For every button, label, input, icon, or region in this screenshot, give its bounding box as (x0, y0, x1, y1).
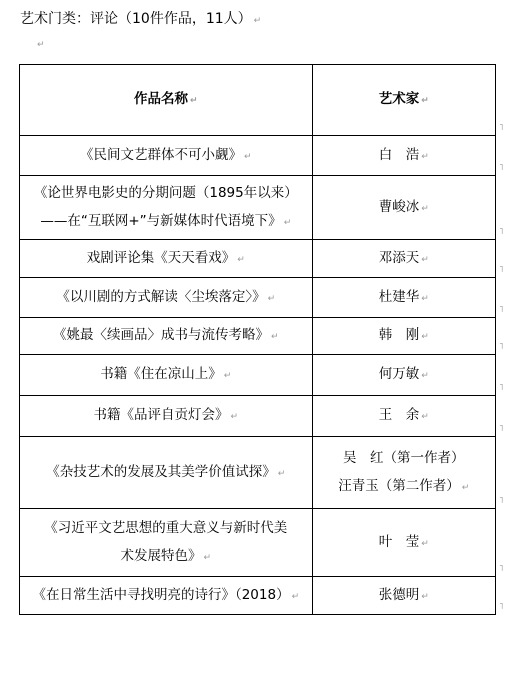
cell-text: 《杂技艺术的发展及其美学价值试探》 ↵ (46, 463, 286, 480)
paragraph-mark-icon: ↵ (421, 538, 429, 549)
paragraph-mark-icon: ↵ (421, 332, 429, 342)
section-heading: 艺术门类：评论（10件作品，11人） ↵ (20, 11, 262, 27)
table-row (20, 437, 496, 509)
table-row (20, 318, 496, 355)
work-name-cell (20, 577, 313, 615)
cell-text: 张德明 ↵ (378, 586, 429, 603)
paragraph-mark-icon: ↵ (421, 151, 429, 162)
cell-text: 汪青玉（第二作者） ↵ (338, 477, 470, 494)
cell-text: 戏剧评论集《天天看戏》 ↵ (86, 249, 245, 266)
cell-text: 曹峻冰 ↵ (378, 198, 429, 215)
cell-text: 邓添天 ↵ (378, 249, 429, 266)
artist-cell (312, 240, 495, 278)
paragraph-mark-icon: ↵ (277, 468, 286, 479)
table-row (20, 355, 496, 396)
cell-text: 《民间文艺群体不可小觑》 ↵ (80, 146, 252, 163)
work-name-cell (20, 318, 313, 355)
header-artist: 艺术家 ↵ (312, 65, 495, 136)
paragraph-mark-icon: ↵ (223, 371, 232, 381)
work-name-cell (20, 396, 313, 437)
end-of-row-mark-icon: ˥ (499, 383, 504, 393)
paragraph-mark-icon: ↵ (244, 151, 252, 162)
paragraph-mark-icon: ↵ (203, 552, 212, 563)
cell-text: 王 余 ↵ (378, 407, 429, 423)
end-of-row-mark-icon: ˥ (499, 227, 504, 237)
paragraph-mark-icon: ↵ (253, 16, 262, 26)
end-of-row-mark-icon: ˥ (499, 163, 504, 173)
artist-cell (312, 278, 495, 318)
cell-text: 术发展特色》 ↵ (120, 547, 212, 564)
cell-text: 《在日常生活中寻找明亮的诗行》（2018） ↵ (32, 586, 300, 603)
artist-cell (312, 355, 495, 396)
table-row (20, 509, 496, 577)
artist-cell (312, 509, 495, 577)
table-row (20, 240, 496, 278)
paragraph-mark-icon: ↵ (421, 412, 429, 422)
empty-paragraph-mark-icon: ↵ (37, 40, 45, 50)
table-row (20, 136, 496, 176)
paragraph-mark-icon: ↵ (461, 482, 470, 493)
cell-text: 白 浩 ↵ (378, 146, 429, 163)
paragraph-mark-icon: ↵ (271, 332, 279, 342)
work-name-cell (20, 355, 313, 396)
end-of-row-mark-icon: ˥ (499, 305, 504, 315)
table-row (20, 396, 496, 437)
work-name-cell (20, 136, 313, 176)
paragraph-mark-icon: ↵ (267, 293, 276, 304)
cell-text: 吴 红（第一作者） (343, 449, 465, 466)
table-row (20, 176, 496, 240)
paragraph-mark-icon: ↵ (421, 591, 429, 602)
paragraph-mark-icon: ↵ (421, 203, 429, 214)
artist-cell (312, 396, 495, 437)
end-of-row-mark-icon: ˥ (499, 265, 504, 275)
work-name-cell (20, 240, 313, 278)
work-name-cell (20, 509, 313, 577)
cell-text: 《论世界电影史的分期问题（1895年以来） (33, 184, 298, 201)
table-header-row (20, 65, 496, 136)
work-name-cell (20, 278, 313, 318)
end-of-row-mark-icon: ˥ (499, 123, 504, 133)
paragraph-mark-icon: ↵ (230, 412, 239, 422)
artist-cell (312, 136, 495, 176)
paragraph-mark-icon: ↵ (421, 293, 429, 304)
cell-text: 韩 刚 ↵ (378, 327, 429, 343)
table-row (20, 278, 496, 318)
cell-text: ——在“互联网+”与新媒体时代语境下》 ↵ (40, 212, 292, 229)
artist-cell (312, 176, 495, 240)
cell-text: 书籍《住在凉山上》 ↵ (100, 366, 232, 382)
artist-cell (312, 437, 495, 509)
works-table (19, 64, 496, 615)
paragraph-mark-icon: ↵ (421, 254, 429, 265)
work-name-cell (20, 437, 313, 509)
paragraph-mark-icon: ↵ (190, 96, 198, 106)
end-of-row-mark-icon: ˥ (499, 496, 504, 506)
cell-text: 杜建华 ↵ (378, 288, 429, 305)
cell-text: 书籍《品评自贡灯会》 ↵ (93, 407, 239, 423)
header-work-name: 作品名称 ↵ (20, 65, 313, 136)
end-of-row-mark-icon: ˥ (499, 342, 504, 352)
cell-text: 《姚最〈续画品〉成书与流传考略》 ↵ (53, 327, 279, 343)
paragraph-mark-icon: ↵ (237, 254, 245, 265)
cell-text: 《以川剧的方式解读〈尘埃落定〉》 ↵ (56, 288, 276, 305)
paragraph-mark-icon: ↵ (421, 96, 429, 106)
paragraph-mark-icon: ↵ (291, 591, 300, 602)
artist-cell (312, 318, 495, 355)
cell-text: 《习近平文艺思想的重大意义与新时代美 (44, 519, 288, 536)
cell-text: 叶 莹 ↵ (378, 533, 429, 550)
end-of-row-mark-icon: ˥ (499, 424, 504, 434)
work-name-cell (20, 176, 313, 240)
end-of-row-mark-icon: ˥ (499, 602, 504, 612)
end-of-row-mark-icon: ˥ (499, 564, 504, 574)
paragraph-mark-icon: ↵ (283, 217, 292, 228)
artist-cell (312, 577, 495, 615)
paragraph-mark-icon: ↵ (421, 371, 429, 381)
cell-text: 何万敏 ↵ (378, 366, 429, 382)
table-row (20, 577, 496, 615)
